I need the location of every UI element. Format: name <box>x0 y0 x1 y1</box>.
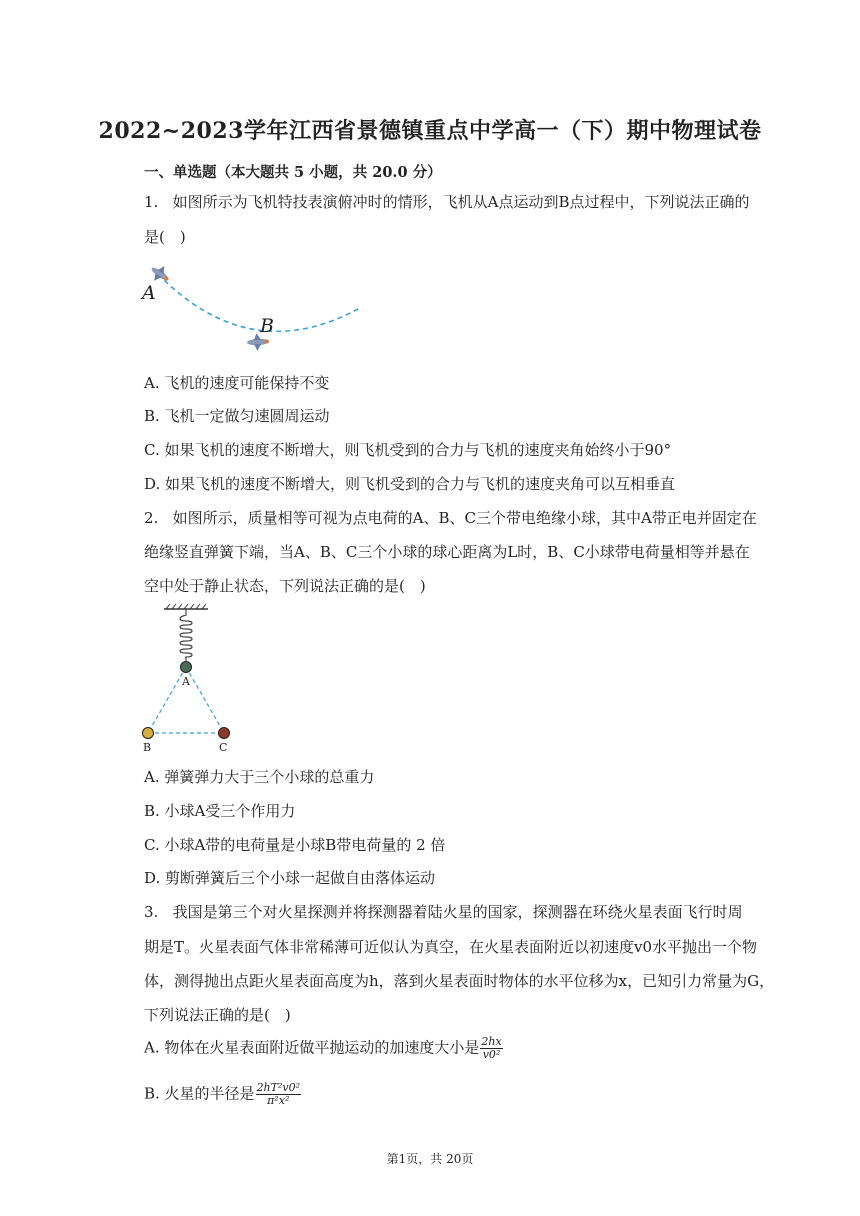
page-title: 2022~2023学年江西省景德镇重点中学高一（下）期中物理试卷 <box>98 118 762 144</box>
question-3-stem-line-1 <box>144 901 743 922</box>
section-heading: 一、单选题（本大题共 5 小题，共 20.0 分） <box>144 164 442 181</box>
question-2-text-1: 如图所示，质量相等可视为点电荷的A、B、C三个带电绝缘小球，其中A带正电并固定在 <box>172 509 757 527</box>
question-3-number: 3. <box>144 903 159 921</box>
question-2-option-c: C. 小球A带的电荷量是小球B带电荷量的 2 倍 <box>144 836 446 854</box>
ball-label-a: A <box>182 675 190 688</box>
ball-label-b: B <box>143 741 152 754</box>
formula-b-numerator: 2hT²v0² <box>256 1081 301 1094</box>
flight-path-curve <box>158 274 360 331</box>
question-2-figure <box>136 603 240 755</box>
question-3-option-a-text: A. 物体在火星表面附近做平抛运动的加速度大小是 <box>144 1038 480 1057</box>
formula-b-denominator: π²x² <box>267 1094 290 1107</box>
label-a: A <box>142 282 156 304</box>
label-b: B <box>260 315 274 337</box>
question-2-option-b: B. 小球A受三个作用力 <box>144 802 296 820</box>
question-1-option-c: C. 如果飞机的速度不断增大，则飞机受到的合力与飞机的速度夹角始终小于90° <box>144 441 672 459</box>
formula-a-numerator: 2hx <box>481 1035 502 1048</box>
ball-c <box>219 728 230 739</box>
question-3-text-1: 我国是第三个对火星探测并将探测器着陆火星的国家，探测器在环绕火星表面飞行时周 <box>172 903 743 921</box>
question-3-stem-line-2: 期是T。火星表面气体非常稀薄可近似认为真空，在火星表面附近以初速度v0水平抛出一个物 <box>144 938 758 956</box>
page-footer: 第1页，共 20页 <box>386 1152 474 1166</box>
formula-a <box>480 1036 502 1061</box>
question-3-stem-line-4: 下列说法正确的是( ) <box>144 1006 291 1024</box>
formula-b <box>256 1082 301 1107</box>
question-2-number: 2. <box>144 509 159 527</box>
dashed-ab <box>148 667 186 733</box>
question-3-option-b <box>144 1082 301 1107</box>
ball-a <box>181 662 192 673</box>
ball-b <box>143 728 154 739</box>
spring-coil <box>180 609 192 661</box>
question-1-figure <box>140 258 370 353</box>
ball-label-c: C <box>219 741 228 754</box>
question-1-number: 1. <box>144 193 159 211</box>
formula-a-denominator: v0² <box>482 1048 501 1061</box>
dashed-ac <box>186 667 224 733</box>
question-2-stem-line-3: 空中处于静止状态，下列说法正确的是( ) <box>144 577 426 595</box>
question-1-option-a: A. 飞机的速度可能保持不变 <box>144 374 330 392</box>
question-1-stem-line-1 <box>144 191 750 212</box>
question-2-stem-line-2: 绝缘竖直弹簧下端，当A、B、C三个小球的球心距离为L时，B、C小球带电荷量相等并悬在 <box>144 543 750 561</box>
question-2-option-d: D. 剪断弹簧后三个小球一起做自由落体运动 <box>144 869 436 887</box>
question-1-stem-line-2: 是( ) <box>144 228 186 246</box>
question-3-stem-line-3: 体，测得抛出点距火星表面高度为h，落到火星表面时物体的水平位移为x，已知引力常量为G， <box>144 972 775 990</box>
question-1-option-d: D. 如果飞机的速度不断增大，则飞机受到的合力与飞机的速度夹角可以互相垂直 <box>144 475 676 493</box>
question-1-text-1: 如图所示为飞机特技表演俯冲时的情形，飞机从A点运动到B点过程中，下列说法正确的 <box>172 193 750 211</box>
question-2-option-a: A. 弹簧弹力大于三个小球的总重力 <box>144 768 375 786</box>
question-3-option-b-text: B. 火星的半径是 <box>144 1084 255 1103</box>
question-2-stem-line-1 <box>144 507 757 528</box>
question-3-option-a <box>144 1036 503 1061</box>
question-1-option-b: B. 飞机一定做匀速圆周运动 <box>144 407 330 425</box>
